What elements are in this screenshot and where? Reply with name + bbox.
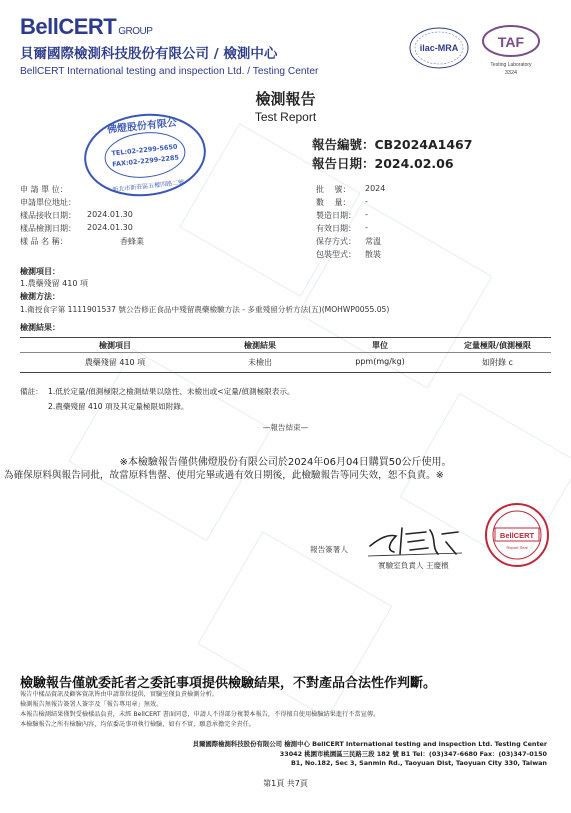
footer-address-zh: 33042 桃園市桃園區三民路三段 182 號 B1 Tel：(03)347-6680 Fax：(03)347-0150 bbox=[279, 750, 547, 758]
table-cell-unit: ppm(mg/kg) bbox=[355, 357, 405, 366]
disclaimer-line-1: 報告中樣品資訊及顧客資訊皆由申請單位提供，實驗室僅負責檢測分析。 bbox=[20, 691, 218, 698]
info-value-sample: 香蜂業 bbox=[120, 237, 144, 246]
info-label-sample: 樣 品 名 稱： bbox=[20, 237, 68, 246]
client-company-stamp bbox=[78, 106, 212, 205]
seal-brand: BellCERT bbox=[499, 531, 535, 540]
disclaimer-line-3: 本報告檢測結果僅對受檢樣品負責，未經 BellCERT 書面同意，申請人不得部分複製本報告，不得擅自使用檢驗結果進行不當宣傳。 bbox=[20, 711, 380, 718]
info-value-batch: 2024 bbox=[365, 184, 386, 193]
stamp-tel: TEL:02-2299-5650 bbox=[111, 142, 178, 158]
taf-number: 3324 bbox=[504, 70, 518, 76]
table-bottom-rule bbox=[20, 372, 551, 373]
info-label-tested: 樣品檢測日期： bbox=[20, 224, 76, 233]
usage-statement-line-2: 為確保原料與報告同批，故當原料售罄、使用完畢或過有效日期後，此檢驗報告等同失效，恕不負責。※ bbox=[4, 470, 444, 481]
note-line-2: 2.農藥殘留 410 項及其定量極限如附錄。 bbox=[48, 402, 189, 411]
table-header-result: 檢測結果 bbox=[244, 341, 276, 350]
page-number: 第1頁 共7頁 bbox=[263, 779, 308, 788]
company-name-zh: 貝爾國際檢測科技股份有限公司 / 檢測中心 bbox=[20, 46, 278, 62]
info-label-batch: 批 號： bbox=[316, 185, 351, 194]
report-end-marker: —報告結束— bbox=[262, 423, 309, 432]
report-date: 報告日期：2024.02.06 bbox=[312, 156, 454, 171]
stamp-company-name: 佛燈股份有限公 bbox=[106, 117, 178, 136]
info-value-quantity: - bbox=[365, 197, 368, 206]
footer-address-en: B1, No.182, Sec 3, Sanmin Rd., Taoyuan Dist, Taoyuan City 330, Taiwan bbox=[290, 759, 547, 767]
report-number: 報告編號：CB2024A1467 bbox=[312, 137, 473, 152]
info-value-received: 2024.01.30 bbox=[87, 210, 133, 219]
info-label-package: 包裝型式： bbox=[316, 250, 356, 259]
test-method-value: 1.衛授食字第 1111901537 號公告修正食品中殘留農藥檢驗方法 - 多重殘留分析方法(五)(MOHWP0055.05) bbox=[20, 305, 390, 314]
table-cell-item: 農藥殘留 410 項 bbox=[84, 358, 146, 367]
info-label-storage: 保存方式： bbox=[316, 237, 356, 246]
info-label-mfg: 製造日期： bbox=[316, 211, 356, 220]
info-value-mfg: - bbox=[365, 210, 368, 219]
signatory-title: 實驗室負責人 王慶檳 bbox=[378, 561, 449, 570]
stamp-address: 新北市新莊區五權四路二號 bbox=[112, 179, 185, 194]
table-header-limit: 定量極限/偵測極限 bbox=[464, 341, 531, 350]
test-item-value: 1.農藥殘留 410 項 bbox=[20, 279, 88, 288]
disclaimer-title: 檢驗報告僅就委託者之委託事項提供檢驗結果，不對產品合法性作判斷。 bbox=[20, 676, 437, 691]
title-en: Test Report bbox=[254, 110, 317, 124]
table-top-rule bbox=[20, 337, 551, 338]
bellcert-report-seal bbox=[484, 502, 550, 568]
info-value-storage: 常溫 bbox=[365, 237, 381, 246]
notes-label: 備註： bbox=[20, 387, 43, 396]
ilac-label: ilac-MRA bbox=[419, 43, 459, 53]
seal-sub: Report Seal bbox=[506, 545, 528, 550]
signatory-label: 報告簽署人 bbox=[310, 545, 348, 554]
note-line-1: 1.低於定量/偵測極限之檢測結果以陰性、未檢出或<定量/偵測極限表示。 bbox=[48, 387, 295, 396]
taf-sub: Testing Laboratory bbox=[490, 62, 532, 68]
usage-statement-line-1: ※本檢驗報告僅供佛燈股份有限公司於2024年06月04日購買50公斤使用。 bbox=[119, 457, 452, 468]
taf-logo bbox=[480, 24, 542, 80]
info-label-quantity: 數 量： bbox=[316, 198, 351, 207]
info-label-address: 申請單位地址： bbox=[20, 198, 76, 207]
watermark-hexagon bbox=[68, 349, 272, 542]
test-result-label: 檢測結果： bbox=[20, 323, 60, 332]
table-cell-limit: 如附錄 c bbox=[482, 358, 513, 367]
test-method-label: 檢測方法： bbox=[20, 292, 60, 301]
info-value-package: 散裝 bbox=[365, 250, 381, 259]
table-header-unit: 單位 bbox=[372, 341, 388, 350]
info-label-applicant: 申 請 單 位： bbox=[20, 185, 68, 194]
footer-company: 貝爾國際檢測科技股份有限公司 檢測中心 BellCERT International testing and inspection Ltd. Testing Center bbox=[192, 740, 547, 748]
disclaimer-line-2: 檢測報告無報告簽署人簽字及「報告專用章」無效。 bbox=[20, 701, 163, 708]
info-value-tested: 2024.01.30 bbox=[87, 223, 133, 232]
brand-logo: BellCERT GROUP bbox=[20, 14, 153, 39]
taf-label: TAF bbox=[497, 34, 525, 50]
handwritten-signature bbox=[366, 520, 466, 560]
company-name-en: BellCERT International testing and inspection Ltd. / Testing Center bbox=[20, 66, 319, 77]
table-header-item: 檢測項目 bbox=[99, 341, 131, 350]
info-label-expiry: 有效日期： bbox=[316, 224, 356, 233]
table-cell-result: 未檢出 bbox=[248, 358, 272, 367]
info-value-expiry: - bbox=[365, 223, 368, 232]
info-label-received: 樣品接收日期： bbox=[20, 211, 76, 220]
stamp-fax: FAX:02-2299-2285 bbox=[111, 153, 180, 169]
table-header-rule bbox=[20, 352, 551, 353]
test-item-label: 檢測項目： bbox=[20, 267, 60, 276]
disclaimer-line-4: 本檢驗報告之所有檢驗內容，均依委託事項執行檢驗，如有不實，願意承擔完全責任。 bbox=[20, 721, 256, 728]
ilac-mra-logo bbox=[408, 26, 470, 70]
title-zh: 檢測報告 bbox=[255, 90, 316, 108]
